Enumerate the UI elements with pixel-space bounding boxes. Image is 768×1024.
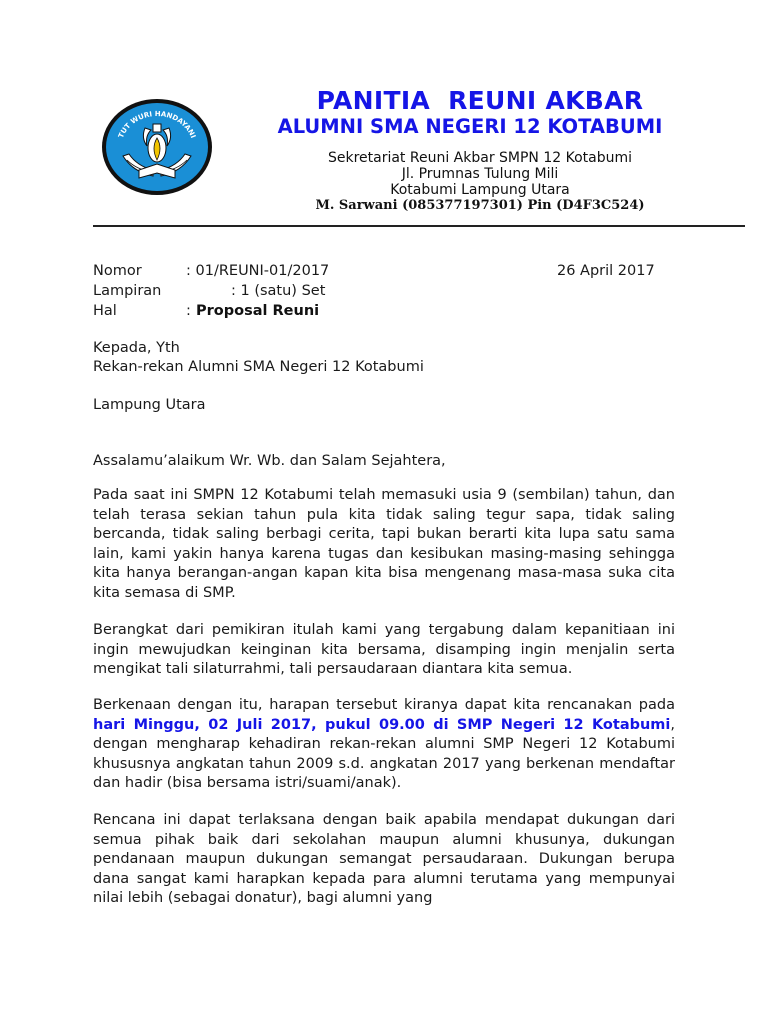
event-date-highlight: hari Minggu, 02 Juli 2017, pukul 09.00 di SMP Negeri 12 Kotabumi: [93, 716, 671, 733]
nomor-label: Nomor: [93, 263, 142, 279]
svg-text:TUT WURI HANDAYANI: TUT WURI HANDAYANI: [117, 109, 198, 140]
hal-value: [196, 301, 319, 321]
paragraph-3-rest: , dengan mengharap kehadiran rekan-rekan alumni SMP Negeri 12 Kotabumi khususnya angkatan tahun 2009 s.d. angkatan 2017 yang berkenan mendaftar dan hadir (bisa bersama istri/suami/anak).: [93, 716, 675, 792]
paragraph-1: Pada saat ini SMPN 12 Kotabumi telah memasuki usia 9 (sembilan) tahun, dan telah terasa sekian tahun pula kita tidak saling tegur sapa, tidak saling bercanda, tidak saling berbagi cerita, tapi bukan berarti kita lupa satu sama lain, kami yakin hanya karena tugas dan kesibukan masing-masing sehingga kita hanya berangan-angan kapan kita bisa mengenang masa-masa suka cita kita semasa di SMP.: [93, 487, 675, 601]
address-line-2: Jl. Prumnas Tulung Mili: [401, 166, 559, 182]
hal-value-text: Proposal Reuni: [196, 303, 320, 319]
lampiran-label: Lampiran: [93, 283, 162, 299]
contact-line: M. Sarwani (085377197301) Pin (D4F3C524): [315, 198, 645, 213]
recipient-line-1: Kepada, Yth: [93, 340, 180, 356]
letterhead-divider: [93, 225, 745, 227]
nomor-value: : 01/REUNI-01/2017: [186, 263, 330, 279]
paragraph-2: Berangkat dari pemikiran itulah kami yang tergabung dalam kepanitiaan ini ingin mewujudkan keinginan kita bersama, disamping ingin menjalin serta mengikat tali silaturrahmi, tali persaudaraan diantara kita semua.: [93, 622, 675, 678]
paragraph-3-intro: Berkenaan dengan itu, harapan tersebut kiranya dapat kita rencanakan pada: [93, 697, 675, 713]
letter-date: 26 April 2017: [557, 263, 655, 279]
letterhead-subtitle: ALUMNI SMA NEGERI 12 KOTABUMI: [277, 115, 663, 138]
letterhead-title: PANITIA REUNI AKBAR: [316, 86, 644, 115]
hal-label: Hal: [93, 303, 117, 319]
address-line-1: Sekretariat Reuni Akbar SMPN 12 Kotabumi: [327, 150, 633, 166]
recipient-line-3: Lampung Utara: [93, 397, 206, 413]
tut-wuri-handayani-logo: [101, 98, 213, 196]
address-line-3: Kotabumi Lampung Utara: [390, 182, 570, 198]
paragraph-3: [93, 696, 675, 794]
recipient-line-2: Rekan-rekan Alumni SMA Negeri 12 Kotabumi: [93, 359, 424, 375]
hal-colon: :: [186, 303, 191, 319]
greeting: Assalamu’alaikum Wr. Wb. dan Salam Sejahtera,: [93, 453, 446, 469]
paragraph-4: Rencana ini dapat terlaksana dengan baik apabila mendapat dukungan dari semua pihak baik dari sekolahan maupun alumni khusunya, dukungan pendanaan maupun dukungan semangat persaudaraan. Dukungan berupa dana sangat kami harapkan kepada para alumni terutama yang mempunyai nilai lebih (sebagai donatur), bagi alumni yang: [93, 812, 675, 907]
lampiran-value: : 1 (satu) Set: [231, 283, 326, 299]
